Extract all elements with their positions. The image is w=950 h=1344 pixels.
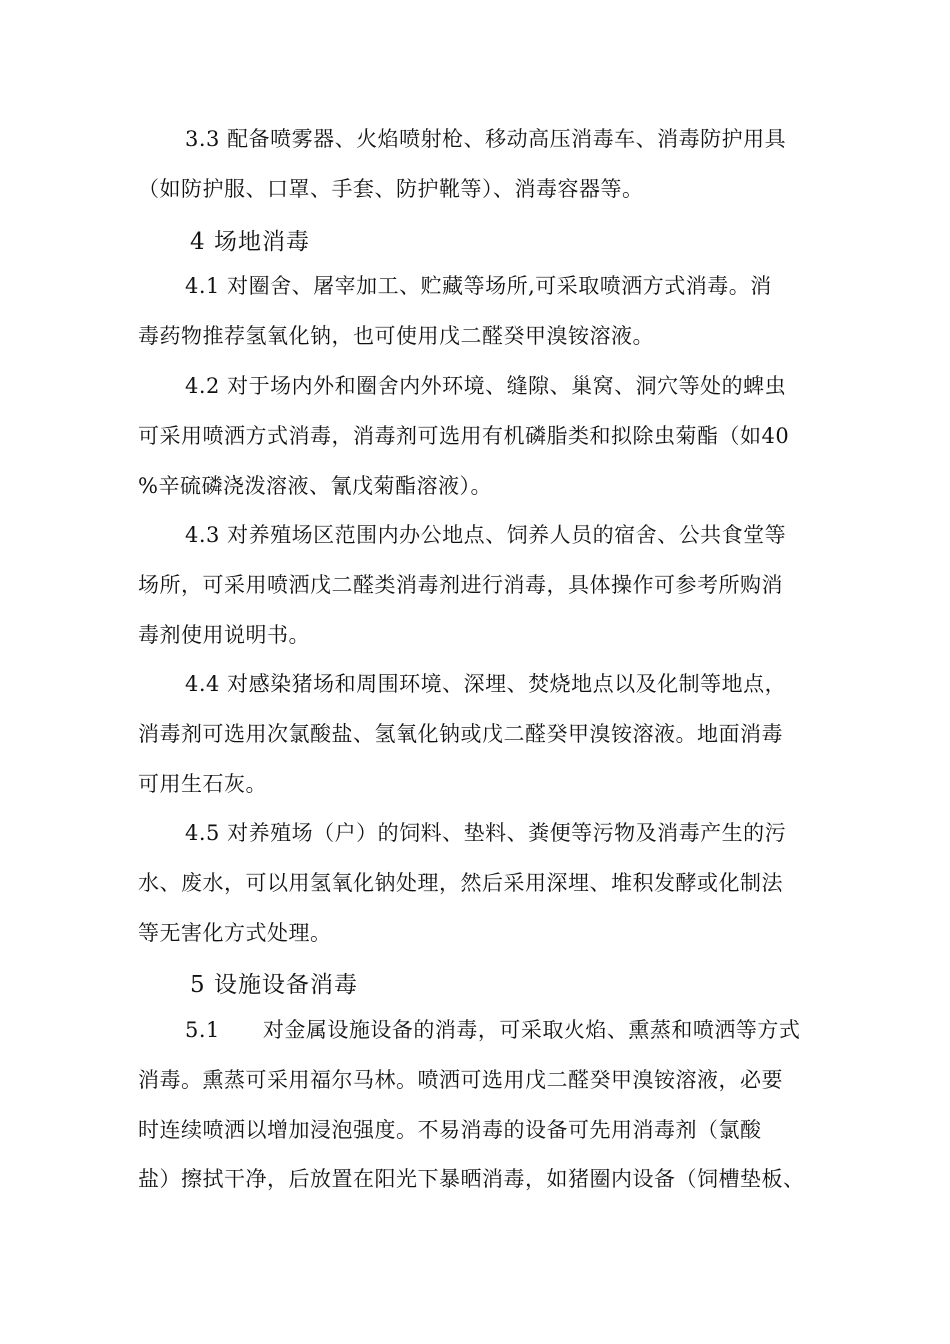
paragraph-4-5-line-2: 水、废水，可以用氢氧化钠处理，然后采用深埋、堆积发酵或化制法 [138, 871, 783, 895]
paragraph-4-5-line-3: 等无害化方式处理。 [138, 921, 332, 945]
paragraph-5-1-line-2: 消毒。熏蒸可采用福尔马林。喷洒可选用戊二醛癸甲溴铵溶液，必要 [138, 1068, 783, 1092]
paragraph-4-1-line-1: 4.1 对圈舍、屠宰加工、贮藏等场所,可采取喷洒方式消毒。消 [185, 274, 772, 298]
paragraph-4-3-line-3: 毒剂使用说明书。 [138, 623, 310, 647]
paragraph-4-3-line-2: 场所，可采用喷洒戊二醛类消毒剂进行消毒，具体操作可参考所购消 [138, 573, 783, 597]
paragraph-4-4-line-3: 可用生石灰。 [138, 772, 267, 796]
paragraph-5-1-line-4: 盐）擦拭干净，后放置在阳光下暴晒消毒，如猪圈内设备（饲槽垫板、 [138, 1167, 805, 1191]
paragraph-4-2-line-1: 4.2 对于场内外和圈舍内外环境、缝隙、巢窝、洞穴等处的蜱虫 [185, 374, 787, 398]
paragraph-3-3-line-2: （如防护服、口罩、手套、防护靴等）、消毒容器等。 [138, 177, 644, 201]
paragraph-4-1-line-2: 毒药物推荐氢氧化钠，也可使用戊二醛癸甲溴铵溶液。 [138, 324, 654, 348]
paragraph-3-3-line-1: 3.3 配备喷雾器、火焰喷射枪、移动高压消毒车、消毒防护用具 [185, 127, 787, 151]
paragraph-4-2-line-3: %辛硫磷浇泼溶液、氰戊菊酯溶液）。 [138, 474, 492, 498]
section-heading-4: 4 场地消毒 [190, 229, 310, 255]
section-heading-5: 5 设施设备消毒 [190, 972, 358, 998]
paragraph-4-4-line-1: 4.4 对感染猪场和周围环境、深埋、焚烧地点以及化制等地点， [185, 672, 787, 696]
paragraph-5-1-line-3: 时连续喷洒以增加浸泡强度。不易消毒的设备可先用消毒剂（氯酸 [138, 1118, 762, 1142]
paragraph-4-3-line-1: 4.3 对养殖场区范围内办公地点、饲养人员的宿舍、公共食堂等 [185, 523, 787, 547]
paragraph-4-2-line-2: 可采用喷洒方式消毒，消毒剂可选用有机磷脂类和拟除虫菊酯（如40 [138, 424, 790, 448]
paragraph-4-5-line-1: 4.5 对养殖场（户）的饲料、垫料、粪便等污物及消毒产生的污 [185, 821, 787, 845]
paragraph-5-1-line-1: 5.1 对金属设施设备的消毒，可采取火焰、熏蒸和喷洒等方式 [185, 1018, 801, 1042]
paragraph-4-4-line-2: 消毒剂可选用次氯酸盐、氢氧化钠或戊二醛癸甲溴铵溶液。地面消毒 [138, 722, 783, 746]
